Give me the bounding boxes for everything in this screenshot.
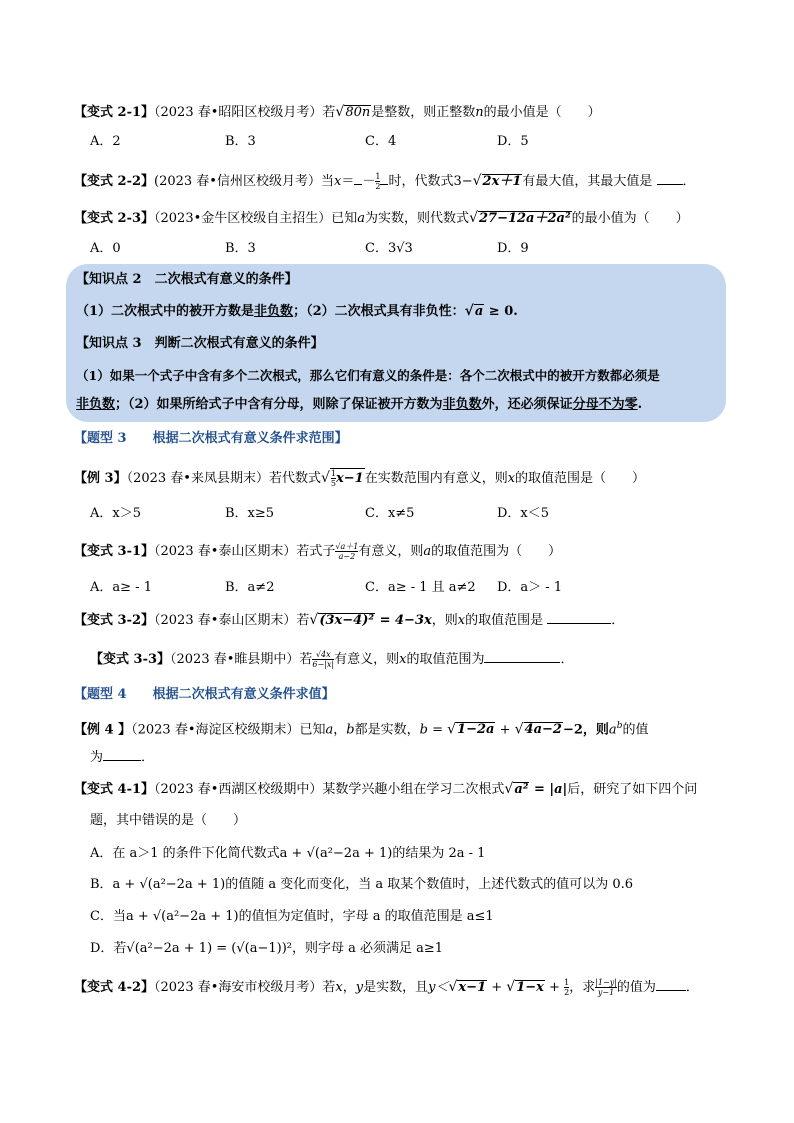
option-d: D．9 bbox=[497, 241, 529, 256]
section-title-3: 【题型 3 根据二次根式有意义条件求范围】 bbox=[74, 431, 348, 446]
option-a: A．在 a＞1 的条件下化简代数式a + √(a²−2a + 1)的结果为 2a - 1 bbox=[90, 846, 486, 861]
option-c: C．4 bbox=[365, 134, 397, 149]
kp3-line-1: （1）如果一个式子中含有多个二次根式，那么它们有意义的条件是：各个二次根式中的被开方数都必须是 bbox=[76, 368, 660, 383]
option-b: B．a≠2 bbox=[225, 580, 275, 595]
question-e4-stem: 【例 4 】（2023 春•海淀区校级期末）已知a，b都是实数，b = √1−2a + √4a−2−2，则$a^b$的值 bbox=[74, 721, 649, 738]
kp2-title: 【知识点 2 二次根式有意义的条件】 bbox=[76, 272, 298, 287]
option-b: B．x≥5 bbox=[225, 506, 275, 521]
answer-blank[interactable] bbox=[103, 748, 141, 761]
question-v41-stem: 【变式 4-1】（2023 春•西湖区校级期中）某数学兴趣小组在学习二次根式√a² = |a|后，研究了如下四个问 bbox=[74, 781, 698, 797]
question-e4-line2: 为 ． bbox=[90, 750, 155, 765]
question-v23-stem: 【变式 2-3】（2023•金牛区校级自主招生）已知a为实数，则代数式√27−12a＋2a²的最小值为（ ） bbox=[74, 210, 689, 226]
question-v42-stem: 【变式 4-2】（2023 春•海安市校级月考）若x，y是实数，且y＜√x−1 + √1−x + $\frac{1}{2}$ ，求 $\frac{|1-y|}{y-1}$ 的值为 ． bbox=[74, 978, 699, 997]
kp3-line-2: 非负数；（2）如果所给式子中含有分母，则除了保证被开方数为非负数外，还必须保证分母不为零. bbox=[76, 397, 643, 412]
kp2-line: （1）二次根式中的被开方数是非负数；（2）二次根式具有非负性：√a ≥ 0. bbox=[76, 303, 518, 319]
fraction-half: $\frac{1}{2}$ bbox=[375, 172, 381, 191]
question-v33-stem: 【变式 3-3】（2023 春•睢县期中）若 $\frac{√4x}{6-|x|}$ 有意义，则x的取值范围为 ． bbox=[90, 650, 574, 669]
answer-blank[interactable] bbox=[657, 172, 683, 185]
option-d: D．x＜5 bbox=[497, 506, 550, 521]
option-c: C．a≥ - 1 且 a≠2 bbox=[365, 580, 476, 595]
option-a: A．x＞5 bbox=[90, 506, 141, 521]
question-v22-stem: 【变式 2-2】(2023 春•信州区校级月考）当x＝ － $\frac{1}{2}$ 时，代数式3−√2x＋1有最大值，其最大值是 ． bbox=[74, 172, 696, 191]
section-title-4: 【题型 4 根据二次根式有意义条件求值】 bbox=[74, 687, 335, 702]
kp3-title: 【知识点 3 判断二次根式有意义的条件】 bbox=[76, 336, 324, 351]
option-a: A．2 bbox=[90, 134, 121, 149]
answer-blank[interactable] bbox=[547, 611, 611, 624]
question-v21-stem: 【变式 2-1】（2023 春•昭阳区校级月考）若√80n是整数，则正整数n的最小值是（ ） bbox=[74, 104, 601, 120]
option-d: D．a＞ - 1 bbox=[497, 580, 563, 595]
option-d: D．5 bbox=[497, 134, 529, 149]
answer-blank[interactable] bbox=[656, 978, 686, 991]
option-a: A．0 bbox=[90, 241, 121, 256]
option-c: C．当a + √(a²−2a + 1)的值恒为定值时，字母 a 的取值范围是 a≤1 bbox=[90, 909, 494, 924]
question-e3-stem: 【例 3】（2023 春•来凤县期末）若代数式√ $\frac{1}{5}$ x−1在实数范围内有意义，则x的取值范围是（ ） bbox=[74, 469, 646, 488]
option-b: B．3 bbox=[225, 134, 256, 149]
option-c: C．3√3 bbox=[365, 241, 413, 256]
option-b: B．3 bbox=[225, 241, 256, 256]
option-c: C．x≠5 bbox=[365, 506, 415, 521]
option-a: A．a≥ - 1 bbox=[90, 580, 152, 595]
question-v41-line2: 题，其中错误的是（ ） bbox=[90, 813, 247, 828]
option-d: D．若√(a²−2a + 1) = (√(a−1))²，则字母 a 必须满足 a≥1 bbox=[90, 941, 444, 956]
option-b: B．a + √(a²−2a + 1)的值随 a 变化而变化，当 a 取某个数值时，上述代数式的值可以为 0.6 bbox=[90, 877, 634, 892]
question-v32-stem: 【变式 3-2】（2023 春•泰山区期末）若√(3x−4)² = 4−3x，则x的取值范围是 ． bbox=[74, 612, 625, 628]
answer-blank[interactable] bbox=[484, 650, 560, 663]
question-v31-stem: 【变式 3-1】（2023 春•泰山区期末）若式子 $\frac{√a+1}{a-2}$ 有意义，则a的取值范围为（ ） bbox=[74, 542, 562, 561]
